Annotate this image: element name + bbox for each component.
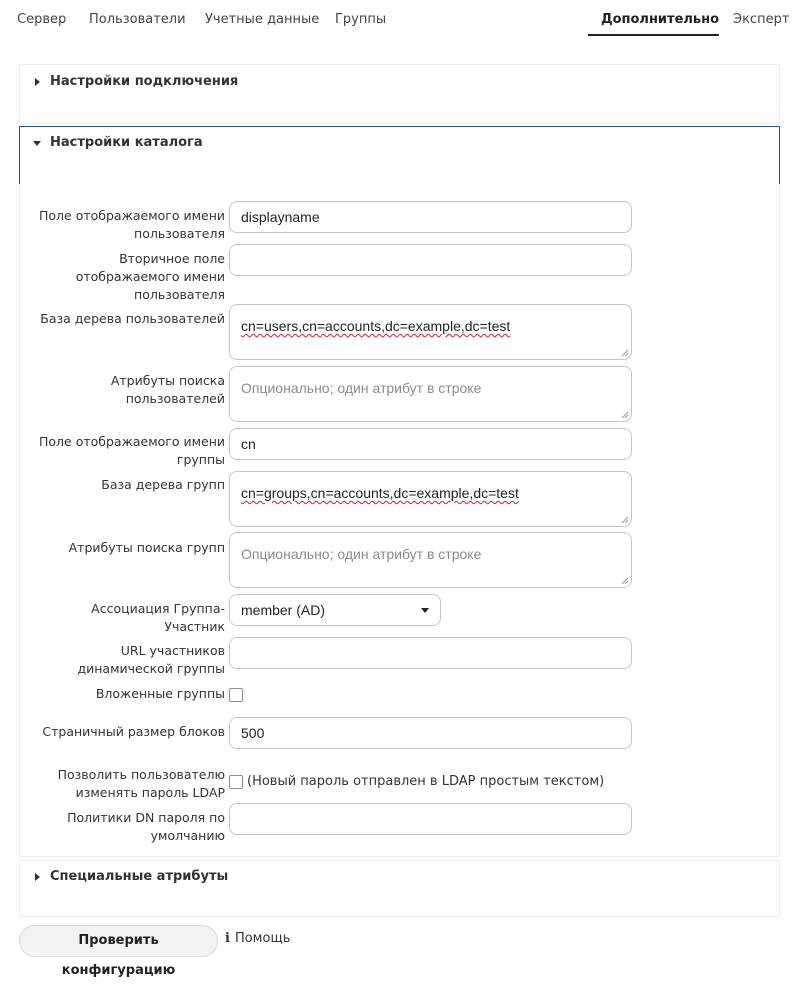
resize-grip-icon[interactable] [620,576,629,585]
nested-groups-checkbox[interactable] [229,688,243,702]
user-display-name-input[interactable] [229,201,632,233]
base-user-tree-textarea[interactable] [229,304,632,360]
user-search-attrs-placeholder: Опционально; один атрибут в строке [241,380,482,396]
user-display-name-value: displayname [241,209,320,225]
paging-size-input[interactable] [229,717,632,749]
group-search-attrs-label: Атрибуты поиска групп [68,540,225,555]
base-group-tree-value: cn=groups,cn=accounts,dc=example,dc=test [241,485,519,501]
info-icon: i [225,931,230,946]
tab-groups[interactable]: Группы [335,12,387,27]
tab-credentials[interactable]: Учетные данные [205,12,320,27]
resize-grip-icon[interactable] [620,348,629,357]
tab-expert[interactable]: Эксперт [733,12,790,27]
default-ppolicy-dn-label: Политики DN пароля по умолчанию [67,810,225,843]
base-user-tree-value: cn=users,cn=accounts,dc=example,dc=test [241,318,511,334]
tab-users[interactable]: Пользователи [89,12,186,27]
chevron-down-icon [421,608,429,613]
user-search-attrs-label: Атрибуты поиска пользователей [110,373,225,406]
resize-grip-icon[interactable] [620,410,629,419]
password-plaintext-note: (Новый пароль отправлен в LDAP простым текстом) [247,774,605,789]
allow-password-change-checkbox[interactable] [229,775,243,789]
group-display-name-input[interactable] [229,428,632,460]
chevron-down-icon [33,141,41,146]
allow-password-change-label: Позволить пользователю изменять пароль LDAP [57,767,225,800]
group-display-name-label: Поле отображаемого имени группы [39,434,225,467]
tab-advanced[interactable]: Дополнительно [601,12,720,27]
dynamic-group-url-label: URL участников динамической группы [77,643,225,676]
default-ppolicy-dn-input[interactable] [229,803,632,835]
chevron-right-icon [35,873,40,881]
group-display-name-value: cn [241,436,256,452]
tab-server[interactable]: Сервер [17,12,67,27]
chevron-right-icon [35,78,40,86]
verify-configuration-button[interactable]: Проверить конфигурацию [19,925,218,957]
user-display-name-label: Поле отображаемого имени пользователя [39,208,225,241]
help-link[interactable] [225,931,290,946]
connection-settings-toggle[interactable]: Настройки подключения [50,74,239,89]
base-user-tree-label: База дерева пользователей [40,311,225,326]
help-link-label: Помощь [234,931,291,946]
active-tab-indicator [588,34,719,36]
resize-grip-icon[interactable] [620,515,629,524]
user-display-name2-input[interactable] [229,244,632,276]
group-member-assoc-select[interactable] [229,594,441,626]
group-member-assoc-label: Ассоциация Группа-Участник [91,601,225,634]
paging-size-label: Страничный размер блоков [42,724,225,739]
connection-settings-section [19,64,780,124]
base-group-tree-label: База дерева групп [101,477,225,492]
nested-groups-label: Вложенные группы [95,686,225,701]
group-member-assoc-value: member (AD) [241,602,326,618]
base-group-tree-textarea[interactable] [229,471,632,527]
dynamic-group-url-input[interactable] [229,637,632,669]
user-search-attrs-textarea[interactable] [229,366,632,422]
group-search-attrs-textarea[interactable] [229,532,632,588]
paging-size-value: 500 [241,725,265,741]
group-search-attrs-placeholder: Опционально; один атрибут в строке [241,546,482,562]
directory-settings-toggle[interactable]: Настройки каталога [50,135,203,150]
user-display-name2-label: Вторичное поле отображаемого имени пользователя [75,251,225,302]
special-attributes-toggle[interactable]: Специальные атрибуты [50,869,229,884]
tab-bar [0,0,800,36]
